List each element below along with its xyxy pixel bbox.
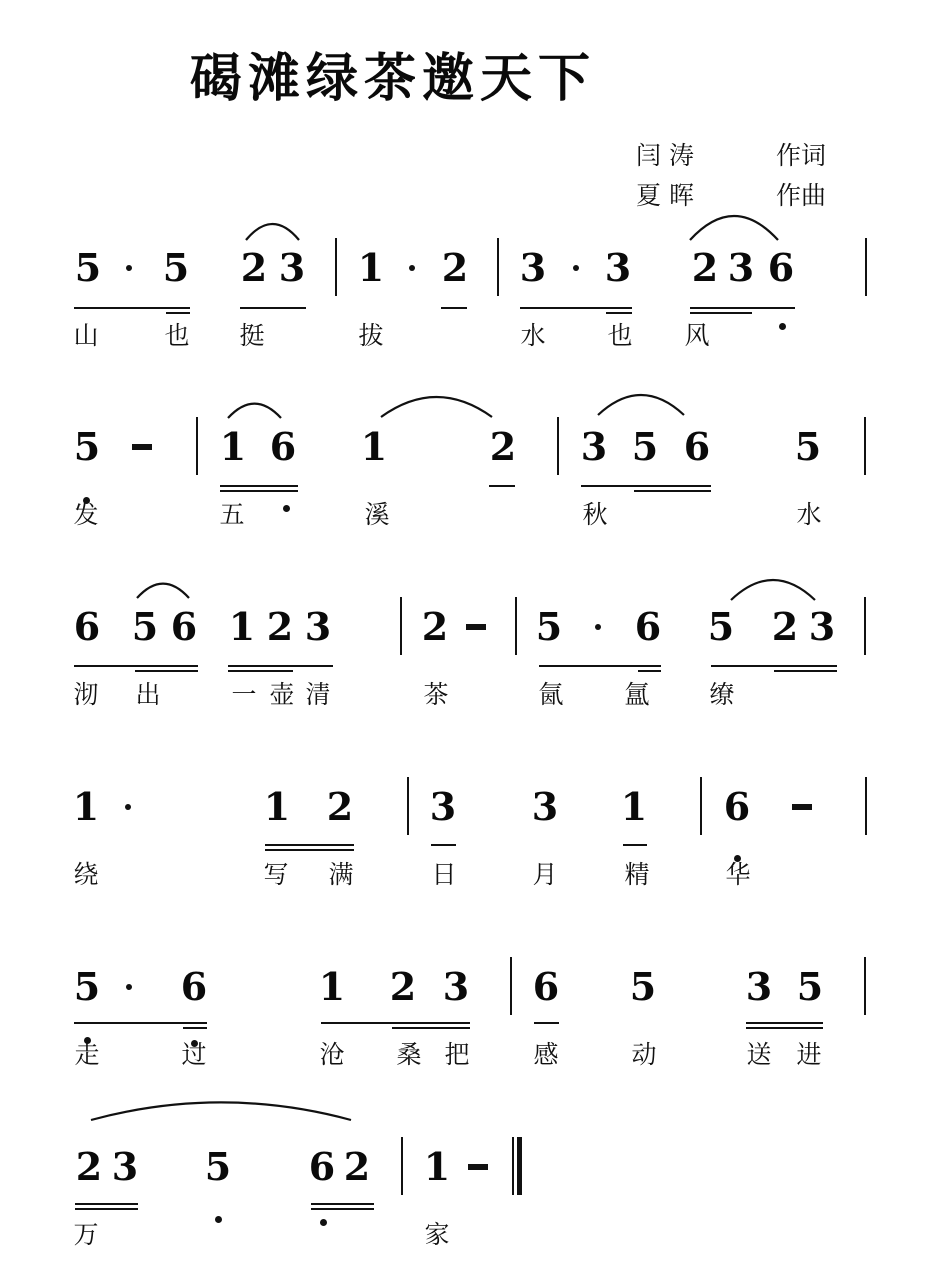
lyric-char: 感 xyxy=(533,1040,559,1069)
lyric-char: 过 xyxy=(181,1040,207,1069)
rhythm-underline xyxy=(321,1022,470,1024)
lyric-char: 挺 xyxy=(239,321,265,350)
rhythm-underline xyxy=(774,670,837,672)
bar-line xyxy=(515,597,517,655)
rhythm-underline xyxy=(240,307,306,309)
note-digit: 6 xyxy=(723,784,751,829)
sustain-dash xyxy=(792,804,812,810)
lyric-char: 万 xyxy=(73,1220,99,1249)
rhythm-underline xyxy=(75,1208,138,1210)
note-digit: 5 xyxy=(74,245,102,290)
note-digit: 2 xyxy=(441,245,469,290)
lyric-char: 沏 xyxy=(73,680,99,709)
rhythm-underline xyxy=(746,1022,823,1024)
note-digit: 3 xyxy=(278,245,306,290)
note-digit: 6 xyxy=(767,245,795,290)
note-digit: 1 xyxy=(228,604,256,649)
bar-line xyxy=(557,417,559,475)
lyric-char: 秋 xyxy=(582,500,608,529)
lyricist-name: 闫 涛 xyxy=(636,141,694,170)
note-digit: 1 xyxy=(219,424,247,469)
lyric-char: 水 xyxy=(796,500,822,529)
note-digit: 2 xyxy=(771,604,799,649)
note-digit: 5 xyxy=(629,964,657,1009)
lyric-char: 风 xyxy=(684,321,710,350)
note-digit: 1 xyxy=(318,964,346,1009)
composer-name: 夏 晖 xyxy=(636,181,694,210)
bar-line xyxy=(401,1137,403,1195)
lyric-char: 发 xyxy=(73,500,99,529)
rhythm-underline xyxy=(311,1208,374,1210)
slur-arc xyxy=(731,580,815,600)
note-digit: 3 xyxy=(808,604,836,649)
note-digit: 2 xyxy=(389,964,417,1009)
note-digit: 2 xyxy=(75,1144,103,1189)
note-digit: 5 xyxy=(73,424,101,469)
rhythm-underline xyxy=(431,844,456,846)
note-digit: 5 xyxy=(631,424,659,469)
lyric-char: 拔 xyxy=(358,321,384,350)
rhythm-underline xyxy=(135,670,198,672)
rhythm-underline xyxy=(581,485,711,487)
lyric-char: 动 xyxy=(631,1040,657,1069)
final-bar-thin xyxy=(512,1137,514,1195)
lyric-char: 山 xyxy=(73,321,99,350)
final-bar-thick xyxy=(517,1137,522,1195)
note-digit: 1 xyxy=(423,1144,451,1189)
lyric-char: 家 xyxy=(424,1220,450,1249)
note-digit: 1 xyxy=(263,784,291,829)
slur-arc xyxy=(137,584,189,598)
rhythm-underline xyxy=(311,1203,374,1205)
note-digit: 3 xyxy=(580,424,608,469)
note-digit: 3 xyxy=(111,1144,139,1189)
rhythm-underline xyxy=(539,665,661,667)
lyric-char: 绕 xyxy=(73,860,99,889)
bar-line xyxy=(407,777,409,835)
augmentation-dot xyxy=(573,265,579,271)
bar-line xyxy=(196,417,198,475)
lyric-char: 缭 xyxy=(709,680,735,709)
note-digit: 6 xyxy=(634,604,662,649)
augmentation-dot xyxy=(409,265,415,271)
note-digit: 3 xyxy=(604,245,632,290)
rhythm-underline xyxy=(183,1027,207,1029)
sustain-dash xyxy=(132,444,152,450)
note-digit: 2 xyxy=(326,784,354,829)
lyric-char: 一 xyxy=(231,680,257,709)
rhythm-underline xyxy=(489,485,515,487)
note-digit: 6 xyxy=(73,604,101,649)
note-digit: 5 xyxy=(535,604,563,649)
lyric-char: 壶 xyxy=(269,680,295,709)
augmentation-dot xyxy=(126,265,132,271)
note-digit: 6 xyxy=(683,424,711,469)
lyric-char: 写 xyxy=(263,860,289,889)
note-digit: 3 xyxy=(727,245,755,290)
slur-arc xyxy=(690,216,778,240)
note-digit: 5 xyxy=(162,245,190,290)
lyric-char: 进 xyxy=(796,1040,822,1069)
rhythm-underline xyxy=(690,307,795,309)
note-digit: 6 xyxy=(532,964,560,1009)
lyric-char: 清 xyxy=(305,680,331,709)
low-octave-dot xyxy=(283,505,290,512)
rhythm-underline xyxy=(265,849,354,851)
lyricist-role: 作词 xyxy=(776,141,827,170)
lyric-char: 也 xyxy=(164,321,190,350)
note-digit: 2 xyxy=(691,245,719,290)
bar-line xyxy=(864,597,866,655)
note-digit: 2 xyxy=(266,604,294,649)
lyric-char: 也 xyxy=(607,321,633,350)
slur-arc xyxy=(381,397,492,417)
bar-line xyxy=(864,957,866,1015)
rhythm-underline xyxy=(690,312,752,314)
note-digit: 3 xyxy=(304,604,332,649)
bar-line xyxy=(864,417,866,475)
bar-line xyxy=(497,238,499,296)
note-digit: 5 xyxy=(794,424,822,469)
note-digit: 2 xyxy=(343,1144,371,1189)
rhythm-underline xyxy=(638,670,661,672)
rhythm-underline xyxy=(534,1022,559,1024)
lyric-char: 五 xyxy=(219,500,245,529)
note-digit: 1 xyxy=(357,245,385,290)
note-digit: 3 xyxy=(442,964,470,1009)
rhythm-underline xyxy=(441,307,467,309)
rhythm-underline xyxy=(74,665,198,667)
low-octave-dot xyxy=(215,1216,222,1223)
lyric-char: 茶 xyxy=(423,680,449,709)
rhythm-underline xyxy=(75,1203,138,1205)
slur-arc xyxy=(91,1102,351,1120)
augmentation-dot xyxy=(125,804,131,810)
note-digit: 2 xyxy=(240,245,268,290)
sustain-dash xyxy=(466,624,486,630)
composer-role: 作曲 xyxy=(776,181,827,210)
bar-line xyxy=(865,238,867,296)
rhythm-underline xyxy=(220,485,298,487)
bar-line xyxy=(865,777,867,835)
slur-arc xyxy=(598,395,684,415)
bar-line xyxy=(510,957,512,1015)
rhythm-underline xyxy=(392,1027,470,1029)
note-digit: 6 xyxy=(170,604,198,649)
rhythm-underline xyxy=(711,665,837,667)
lyric-char: 氤 xyxy=(538,680,564,709)
augmentation-dot xyxy=(595,624,601,630)
rhythm-underline xyxy=(220,490,298,492)
note-digit: 2 xyxy=(489,424,517,469)
rhythm-underline xyxy=(228,665,333,667)
note-digit: 6 xyxy=(308,1144,336,1189)
rhythm-underline xyxy=(606,312,632,314)
note-digit: 1 xyxy=(360,424,388,469)
bar-line xyxy=(400,597,402,655)
lyric-char: 华 xyxy=(725,860,751,889)
note-digit: 6 xyxy=(269,424,297,469)
rhythm-underline xyxy=(74,307,190,309)
note-digit: 5 xyxy=(73,964,101,1009)
slur-arc xyxy=(246,224,299,240)
lyric-char: 精 xyxy=(624,860,650,889)
lyric-char: 出 xyxy=(135,680,161,709)
lyric-char: 满 xyxy=(328,860,354,889)
augmentation-dot xyxy=(126,984,132,990)
low-octave-dot xyxy=(320,1219,327,1226)
note-digit: 5 xyxy=(707,604,735,649)
rhythm-underline xyxy=(265,844,354,846)
rhythm-underline xyxy=(623,844,647,846)
lyric-char: 氲 xyxy=(624,680,650,709)
song-title: 碣滩绿茶邀天下 xyxy=(190,48,597,109)
low-octave-dot xyxy=(779,323,786,330)
lyric-char: 月 xyxy=(532,860,558,889)
rhythm-underline xyxy=(520,307,632,309)
lyric-char: 溪 xyxy=(364,500,390,529)
rhythm-underline xyxy=(166,312,190,314)
note-digit: 2 xyxy=(421,604,449,649)
note-digit: 5 xyxy=(796,964,824,1009)
bar-line xyxy=(700,777,702,835)
sustain-dash xyxy=(468,1164,488,1170)
note-digit: 3 xyxy=(745,964,773,1009)
lyric-char: 把 xyxy=(444,1040,470,1069)
note-digit: 6 xyxy=(180,964,208,1009)
note-digit: 5 xyxy=(204,1144,232,1189)
bar-line xyxy=(335,238,337,296)
rhythm-underline xyxy=(746,1027,823,1029)
lyric-char: 日 xyxy=(431,860,457,889)
note-digit: 5 xyxy=(131,604,159,649)
lyric-char: 水 xyxy=(520,321,546,350)
note-digit: 1 xyxy=(72,784,100,829)
lyric-char: 走 xyxy=(74,1040,100,1069)
lyric-char: 桑 xyxy=(396,1040,422,1069)
note-digit: 3 xyxy=(429,784,457,829)
note-digit: 1 xyxy=(620,784,648,829)
note-digit: 3 xyxy=(519,245,547,290)
rhythm-underline xyxy=(74,1022,207,1024)
lyric-char: 送 xyxy=(746,1040,772,1069)
rhythm-underline xyxy=(634,490,711,492)
slur-arc xyxy=(228,404,281,418)
rhythm-underline xyxy=(228,670,293,672)
note-digit: 3 xyxy=(531,784,559,829)
lyric-char: 沧 xyxy=(319,1040,345,1069)
